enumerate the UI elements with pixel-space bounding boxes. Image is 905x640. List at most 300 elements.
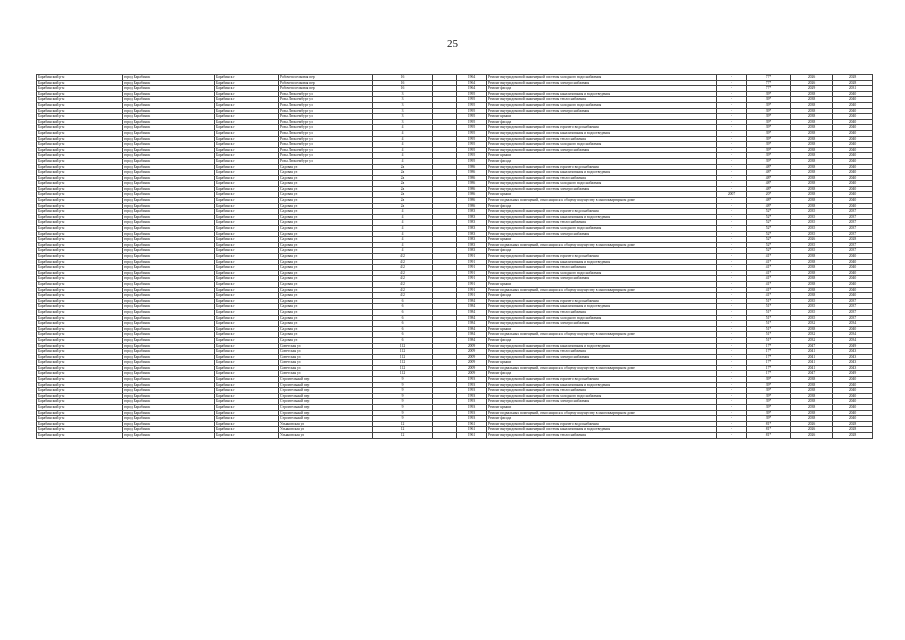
cell-plan-start: 2038 xyxy=(791,203,833,209)
cell-street: Садовая ул xyxy=(279,175,373,181)
cell-locality: Барабинск г xyxy=(215,315,279,321)
cell-plan-end: 2040 xyxy=(833,175,873,181)
cell-settlement: город Барабинск xyxy=(123,102,215,108)
cell-plan-start: 2041 xyxy=(791,360,833,366)
cell-locality: Барабинск г xyxy=(215,119,279,125)
cell-street: Садовая ул xyxy=(279,309,373,315)
cell-last-repair-year: - xyxy=(717,75,747,81)
cell-house: 3 xyxy=(373,91,433,97)
cell-year: 1986 xyxy=(457,192,487,198)
cell-locality: Барабинск г xyxy=(215,281,279,287)
cell-street: Садовая ул xyxy=(279,209,373,215)
cell-year: 1983 xyxy=(457,242,487,248)
cell-wear-percent: 48* xyxy=(747,198,791,204)
cell-plan-end: 2028 xyxy=(833,75,873,81)
cell-year: 2009 xyxy=(457,365,487,371)
cell-wear-percent: 39* xyxy=(747,97,791,103)
cell-work-type: Ремонт внутридомовой инженерной системы канализования и водоотведения xyxy=(487,343,717,349)
cell-plan-end: 2040 xyxy=(833,147,873,153)
cell-settlement: город Барабинск xyxy=(123,399,215,405)
cell-district: Барабинский р-н xyxy=(37,102,123,108)
cell-plan-end: 2034 xyxy=(833,321,873,327)
cell-plan-start: 2038 xyxy=(791,114,833,120)
cell-locality: Барабинск г xyxy=(215,198,279,204)
cell-street: Садовая ул xyxy=(279,181,373,187)
cell-year: 1995 xyxy=(457,91,487,97)
cell-last-repair-year: - xyxy=(717,337,747,343)
cell-plan-end: 2040 xyxy=(833,164,873,170)
cell-settlement: город Барабинск xyxy=(123,421,215,427)
cell-work-type: Ремонт внутридомовой инженерной системы электроснабжения xyxy=(487,321,717,327)
cell-year: 1983 xyxy=(457,214,487,220)
cell-wear-percent: 17* xyxy=(747,354,791,360)
cell-locality: Барабинск г xyxy=(215,248,279,254)
cell-plan-end: 2037 xyxy=(833,309,873,315)
cell-settlement: город Барабинск xyxy=(123,343,215,349)
cell-plan-start: 2038 xyxy=(791,259,833,265)
cell-work-type: Ремонт внутридомовой инженерной системы горячего водоснабжения xyxy=(487,125,717,131)
cell-plan-end: 2040 xyxy=(833,130,873,136)
cell-plan-end: 2040 xyxy=(833,170,873,176)
cell-year: 1983 xyxy=(457,220,487,226)
cell-district: Барабинский р-н xyxy=(37,393,123,399)
cell-settlement: город Барабинск xyxy=(123,226,215,232)
cell-street: Розы Люксембург ул xyxy=(279,108,373,114)
cell-work-type: Ремонт внутридомовой инженерной системы канализования и водоотведения xyxy=(487,427,717,433)
cell-plan-end: 2040 xyxy=(833,293,873,299)
cell-last-repair-year: - xyxy=(717,102,747,108)
cell-plan-end: 2034 xyxy=(833,337,873,343)
cell-plan-end: 2037 xyxy=(833,220,873,226)
cell-house: 16 xyxy=(373,75,433,81)
cell-locality: Барабинск г xyxy=(215,382,279,388)
cell-year: 1995 xyxy=(457,108,487,114)
cell-wear-percent: 17* xyxy=(747,349,791,355)
cell-locality: Барабинск г xyxy=(215,371,279,377)
cell-locality: Барабинск г xyxy=(215,209,279,215)
cell-locality: Барабинск г xyxy=(215,91,279,97)
cell-locality: Барабинск г xyxy=(215,360,279,366)
cell-district: Барабинский р-н xyxy=(37,80,123,86)
cell-last-repair-year: - xyxy=(717,354,747,360)
cell-district: Барабинский р-н xyxy=(37,248,123,254)
cell-street: Розы Люксембург ул xyxy=(279,97,373,103)
cell-settlement: город Барабинск xyxy=(123,315,215,321)
cell-settlement: город Барабинск xyxy=(123,175,215,181)
cell-locality: Барабинск г xyxy=(215,158,279,164)
cell-plan-end: 2040 xyxy=(833,281,873,287)
cell-house: 2а xyxy=(373,203,433,209)
cell-locality: Барабинск г xyxy=(215,365,279,371)
cell-house: 4 xyxy=(373,242,433,248)
cell-street: Розы Люксембург ул xyxy=(279,102,373,108)
cell-locality: Барабинск г xyxy=(215,102,279,108)
cell-year: 1995 xyxy=(457,114,487,120)
cell-wear-percent: 39* xyxy=(747,416,791,422)
cell-settlement: город Барабинск xyxy=(123,158,215,164)
cell-wear-percent: 39* xyxy=(747,377,791,383)
cell-plan-start: 2026 xyxy=(791,421,833,427)
cell-year: 1991 xyxy=(457,270,487,276)
cell-year: 1995 xyxy=(457,119,487,125)
cell-locality: Барабинск г xyxy=(215,410,279,416)
cell-plan-end: 2040 xyxy=(833,125,873,131)
cell-last-repair-year: - xyxy=(717,393,747,399)
cell-plan-end: 2040 xyxy=(833,382,873,388)
cell-plan-start: 2038 xyxy=(791,164,833,170)
cell-last-repair-year: - xyxy=(717,198,747,204)
cell-year: 1993 xyxy=(457,393,487,399)
cell-plan-start: 2038 xyxy=(791,287,833,293)
cell-settlement: город Барабинск xyxy=(123,382,215,388)
cell-plan-start: 2038 xyxy=(791,388,833,394)
cell-settlement: город Барабинск xyxy=(123,164,215,170)
cell-district: Барабинский р-н xyxy=(37,416,123,422)
cell-district: Барабинский р-н xyxy=(37,382,123,388)
cell-street: Садовая ул xyxy=(279,164,373,170)
cell-plan-start: 2026 xyxy=(791,427,833,433)
cell-work-type: Ремонт внутридомовой инженерной системы холодного водоснабжения xyxy=(487,393,717,399)
cell-street: Строительный пер xyxy=(279,393,373,399)
cell-plan-end: 2028 xyxy=(833,433,873,439)
cell-wear-percent: 17* xyxy=(747,365,791,371)
cell-last-repair-year: - xyxy=(717,226,747,232)
cell-wear-percent: 77* xyxy=(747,86,791,92)
cell-house: 2а xyxy=(373,186,433,192)
cell-district: Барабинский р-н xyxy=(37,360,123,366)
cell-house: 112 xyxy=(373,371,433,377)
cell-wear-percent: 81* xyxy=(747,433,791,439)
cell-wear-percent: 52* xyxy=(747,231,791,237)
cell-district: Барабинский р-н xyxy=(37,242,123,248)
cell-plan-start: 2038 xyxy=(791,254,833,260)
cell-year: 1995 xyxy=(457,158,487,164)
cell-year: 2009 xyxy=(457,349,487,355)
cell-plan-start: 2038 xyxy=(791,97,833,103)
cell-year: 1993 xyxy=(457,388,487,394)
cell-locality: Барабинск г xyxy=(215,298,279,304)
cell-house: 9 xyxy=(373,393,433,399)
cell-building xyxy=(433,433,457,439)
cell-wear-percent: 39* xyxy=(747,119,791,125)
cell-house: 12 xyxy=(373,421,433,427)
cell-last-repair-year: - xyxy=(717,416,747,422)
cell-plan-start: 2038 xyxy=(791,399,833,405)
cell-house: 9 xyxy=(373,416,433,422)
cell-district: Барабинский р-н xyxy=(37,298,123,304)
cell-year: 2009 xyxy=(457,354,487,360)
cell-year: 1995 xyxy=(457,130,487,136)
cell-house: 4 xyxy=(373,125,433,131)
cell-plan-start: 2038 xyxy=(791,410,833,416)
cell-district: Барабинский р-н xyxy=(37,365,123,371)
cell-last-repair-year: - xyxy=(717,147,747,153)
cell-district: Барабинский р-н xyxy=(37,321,123,327)
cell-plan-end: 2040 xyxy=(833,393,873,399)
cell-work-type: Ремонт фасада xyxy=(487,248,717,254)
cell-work-type: Ремонт подвальных помещений, относящихся к общему имуществу в многоквартирном доме xyxy=(487,410,717,416)
capital-repair-table xyxy=(36,74,873,439)
cell-year: 1983 xyxy=(457,226,487,232)
cell-work-type: Ремонт подвальных помещений, относящихся к общему имуществу в многоквартирном доме xyxy=(487,365,717,371)
cell-settlement: город Барабинск xyxy=(123,147,215,153)
cell-district: Барабинский р-н xyxy=(37,405,123,411)
cell-year: 1961 xyxy=(457,421,487,427)
cell-last-repair-year: - xyxy=(717,421,747,427)
cell-year: 1993 xyxy=(457,416,487,422)
cell-settlement: город Барабинск xyxy=(123,242,215,248)
cell-street: Розы Люксембург ул xyxy=(279,91,373,97)
cell-settlement: город Барабинск xyxy=(123,349,215,355)
cell-street: Советская ул xyxy=(279,371,373,377)
cell-year: 1983 xyxy=(457,209,487,215)
cell-locality: Барабинск г xyxy=(215,203,279,209)
cell-wear-percent: 41* xyxy=(747,287,791,293)
cell-locality: Барабинск г xyxy=(215,276,279,282)
cell-street: Садовая ул xyxy=(279,304,373,310)
cell-plan-start: 2038 xyxy=(791,270,833,276)
cell-locality: Барабинск г xyxy=(215,349,279,355)
cell-settlement: город Барабинск xyxy=(123,254,215,260)
cell-wear-percent: 77* xyxy=(747,75,791,81)
cell-work-type: Ремонт внутридомовой инженерной системы канализования и водоотведения xyxy=(487,259,717,265)
cell-work-type: Ремонт внутридомовой инженерной системы электроснабжения xyxy=(487,231,717,237)
cell-year: 1995 xyxy=(457,97,487,103)
cell-house: 2а xyxy=(373,164,433,170)
cell-street: Садовая ул xyxy=(279,326,373,332)
cell-locality: Барабинск г xyxy=(215,343,279,349)
cell-plan-end: 2040 xyxy=(833,388,873,394)
cell-year: 1986 xyxy=(457,198,487,204)
cell-work-type: Ремонт внутридомовой инженерной системы электроснабжения xyxy=(487,108,717,114)
cell-plan-end: 2040 xyxy=(833,153,873,159)
cell-settlement: город Барабинск xyxy=(123,108,215,114)
cell-locality: Барабинск г xyxy=(215,170,279,176)
cell-settlement: город Барабинск xyxy=(123,214,215,220)
cell-street: Садовая ул xyxy=(279,337,373,343)
cell-street: Рабочепоселковая пер xyxy=(279,86,373,92)
cell-last-repair-year: - xyxy=(717,125,747,131)
cell-locality: Барабинск г xyxy=(215,192,279,198)
cell-wear-percent: 39* xyxy=(747,388,791,394)
cell-district: Барабинский р-н xyxy=(37,421,123,427)
cell-plan-end: 2049 xyxy=(833,371,873,377)
cell-district: Барабинский р-н xyxy=(37,164,123,170)
cell-last-repair-year: - xyxy=(717,293,747,299)
cell-street: Садовая ул xyxy=(279,293,373,299)
cell-plan-start: 2038 xyxy=(791,108,833,114)
cell-house: 9 xyxy=(373,410,433,416)
cell-house: 4/2 xyxy=(373,254,433,260)
cell-last-repair-year: - xyxy=(717,365,747,371)
cell-wear-percent: 81* xyxy=(747,421,791,427)
cell-plan-end: 2037 xyxy=(833,315,873,321)
cell-district: Барабинский р-н xyxy=(37,175,123,181)
cell-house: 12 xyxy=(373,433,433,439)
cell-locality: Барабинск г xyxy=(215,416,279,422)
cell-year: 1984 xyxy=(457,321,487,327)
cell-plan-start: 2035 xyxy=(791,304,833,310)
cell-street: Садовая ул xyxy=(279,220,373,226)
cell-wear-percent: 39* xyxy=(747,410,791,416)
cell-locality: Барабинск г xyxy=(215,427,279,433)
cell-settlement: город Барабинск xyxy=(123,75,215,81)
cell-year: 1991 xyxy=(457,287,487,293)
cell-last-repair-year: - xyxy=(717,281,747,287)
cell-settlement: город Барабинск xyxy=(123,181,215,187)
cell-plan-end: 2043 xyxy=(833,365,873,371)
cell-plan-start: 2038 xyxy=(791,281,833,287)
cell-last-repair-year: - xyxy=(717,220,747,226)
cell-street: Садовая ул xyxy=(279,226,373,232)
cell-district: Барабинский р-н xyxy=(37,214,123,220)
cell-district: Барабинский р-н xyxy=(37,226,123,232)
cell-district: Барабинский р-н xyxy=(37,125,123,131)
cell-settlement: город Барабинск xyxy=(123,287,215,293)
cell-work-type: Ремонт внутридомовой инженерной системы холодного водоснабжения xyxy=(487,270,717,276)
cell-plan-end: 2040 xyxy=(833,287,873,293)
cell-district: Барабинский р-н xyxy=(37,198,123,204)
cell-last-repair-year: - xyxy=(717,298,747,304)
cell-district: Барабинский р-н xyxy=(37,237,123,243)
cell-wear-percent: 39* xyxy=(747,158,791,164)
cell-district: Барабинский р-н xyxy=(37,75,123,81)
cell-street: Советская ул xyxy=(279,354,373,360)
cell-plan-end: 2037 xyxy=(833,304,873,310)
cell-street: Розы Люксембург ул xyxy=(279,147,373,153)
cell-wear-percent: 52* xyxy=(747,248,791,254)
cell-locality: Барабинск г xyxy=(215,321,279,327)
cell-street: Садовая ул xyxy=(279,281,373,287)
cell-locality: Барабинск г xyxy=(215,377,279,383)
cell-plan-start: 2026 xyxy=(791,80,833,86)
cell-last-repair-year: - xyxy=(717,377,747,383)
cell-locality: Барабинск г xyxy=(215,265,279,271)
cell-house: 6 xyxy=(373,321,433,327)
cell-plan-start: 2038 xyxy=(791,192,833,198)
cell-plan-end: 2040 xyxy=(833,102,873,108)
cell-plan-start: 2038 xyxy=(791,130,833,136)
cell-wear-percent: 51* xyxy=(747,326,791,332)
cell-wear-percent: 17* xyxy=(747,371,791,377)
cell-year: 1986 xyxy=(457,186,487,192)
cell-house: 6 xyxy=(373,298,433,304)
cell-house: 3 xyxy=(373,119,433,125)
cell-work-type: Ремонт внутридомовой инженерной системы теплоснабжения xyxy=(487,349,717,355)
cell-house: 9 xyxy=(373,377,433,383)
cell-last-repair-year: - xyxy=(717,242,747,248)
cell-street: Садовая ул xyxy=(279,270,373,276)
cell-settlement: город Барабинск xyxy=(123,410,215,416)
cell-last-repair-year: - xyxy=(717,399,747,405)
cell-locality: Барабинск г xyxy=(215,242,279,248)
cell-last-repair-year: - xyxy=(717,164,747,170)
cell-year: 1984 xyxy=(457,332,487,338)
cell-last-repair-year: - xyxy=(717,259,747,265)
cell-last-repair-year: - xyxy=(717,349,747,355)
cell-year: 1984 xyxy=(457,326,487,332)
cell-plan-end: 2040 xyxy=(833,142,873,148)
cell-work-type: Ремонт подвальных помещений, относящихся к общему имуществу в многоквартирном доме xyxy=(487,242,717,248)
cell-house: 4/2 xyxy=(373,259,433,265)
cell-plan-end: 2040 xyxy=(833,377,873,383)
cell-district: Барабинский р-н xyxy=(37,108,123,114)
cell-last-repair-year: - xyxy=(717,170,747,176)
cell-work-type: Ремонт внутридомовой инженерной системы электроснабжения xyxy=(487,80,717,86)
cell-plan-end: 2040 xyxy=(833,91,873,97)
cell-work-type: Ремонт внутридомовой инженерной системы теплоснабжения xyxy=(487,175,717,181)
cell-plan-start: 2038 xyxy=(791,416,833,422)
cell-street: Садовая ул xyxy=(279,287,373,293)
cell-year: 1983 xyxy=(457,231,487,237)
cell-work-type: Ремонт внутридомовой инженерной системы канализования и водоотведения xyxy=(487,170,717,176)
cell-year: 1964 xyxy=(457,75,487,81)
cell-house: 4 xyxy=(373,226,433,232)
cell-last-repair-year: - xyxy=(717,86,747,92)
cell-house: 112 xyxy=(373,365,433,371)
cell-settlement: город Барабинск xyxy=(123,354,215,360)
cell-district: Барабинский р-н xyxy=(37,158,123,164)
cell-year: 1986 xyxy=(457,203,487,209)
cell-settlement: город Барабинск xyxy=(123,416,215,422)
cell-work-type: Ремонт внутридомовой инженерной системы горячего водоснабжения xyxy=(487,377,717,383)
cell-year: 1991 xyxy=(457,276,487,282)
cell-district: Барабинский р-н xyxy=(37,309,123,315)
cell-district: Барабинский р-н xyxy=(37,220,123,226)
cell-plan-end: 2040 xyxy=(833,326,873,332)
cell-house: 4/2 xyxy=(373,293,433,299)
cell-locality: Барабинск г xyxy=(215,97,279,103)
cell-work-type: Ремонт внутридомовой инженерной системы горячего водоснабжения xyxy=(487,209,717,215)
cell-last-repair-year: - xyxy=(717,203,747,209)
cell-locality: Барабинск г xyxy=(215,388,279,394)
cell-work-type: Ремонт внутридомовой инженерной системы горячего водоснабжения xyxy=(487,164,717,170)
cell-plan-end: 2040 xyxy=(833,192,873,198)
cell-plan-end: 2040 xyxy=(833,399,873,405)
cell-year: 1984 xyxy=(457,337,487,343)
cell-work-type: Ремонт внутридомовой инженерной системы канализования и водоотведения xyxy=(487,130,717,136)
cell-locality: Барабинск г xyxy=(215,130,279,136)
cell-last-repair-year: - xyxy=(717,209,747,215)
cell-street: Садовая ул xyxy=(279,186,373,192)
cell-work-type: Ремонт внутридомовой инженерной системы горячего водоснабжения xyxy=(487,298,717,304)
cell-last-repair-year: - xyxy=(717,254,747,260)
cell-house: 3 xyxy=(373,102,433,108)
cell-plan-end: 2040 xyxy=(833,416,873,422)
cell-house: 4/2 xyxy=(373,276,433,282)
cell-district: Барабинский р-н xyxy=(37,147,123,153)
cell-year: 1995 xyxy=(457,142,487,148)
cell-street: Розы Люксембург ул xyxy=(279,142,373,148)
cell-work-type: Ремонт крыши xyxy=(487,405,717,411)
cell-house: 4 xyxy=(373,136,433,142)
cell-wear-percent: 39* xyxy=(747,147,791,153)
cell-settlement: город Барабинск xyxy=(123,405,215,411)
cell-plan-start: 2041 xyxy=(791,354,833,360)
cell-last-repair-year: - xyxy=(717,153,747,159)
cell-house: 112 xyxy=(373,354,433,360)
cell-district: Барабинский р-н xyxy=(37,276,123,282)
cell-work-type: Ремонт внутридомовой инженерной системы теплоснабжения xyxy=(487,309,717,315)
cell-wear-percent: 52* xyxy=(747,214,791,220)
cell-plan-end: 2040 xyxy=(833,114,873,120)
cell-settlement: город Барабинск xyxy=(123,209,215,215)
cell-wear-percent: 39* xyxy=(747,125,791,131)
cell-house: 4 xyxy=(373,147,433,153)
cell-street: Садовая ул xyxy=(279,259,373,265)
cell-house: 4/2 xyxy=(373,281,433,287)
cell-plan-end: 2040 xyxy=(833,276,873,282)
